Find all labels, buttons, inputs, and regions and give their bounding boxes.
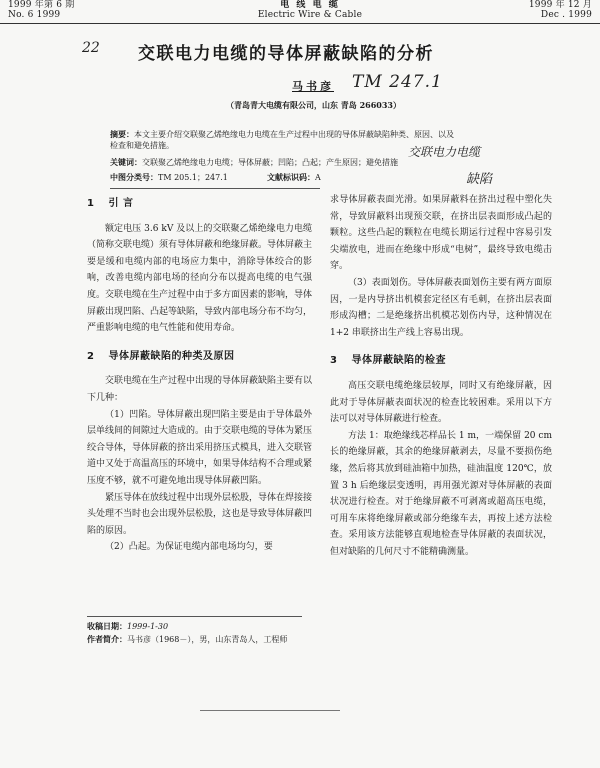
section-2-number: 2 — [87, 350, 95, 362]
margin-mark: 22 — [82, 40, 100, 56]
journal-name-cn: 电 线 电 缆 — [280, 0, 340, 10]
section-3-heading — [330, 353, 552, 370]
left-column — [87, 192, 312, 556]
author-name: 马书彦 — [292, 80, 334, 93]
author-bio: 作者简介：马书彦（1968－），男，山东青岛人，工程师 — [87, 634, 288, 644]
header-rule — [0, 23, 600, 24]
bottom-rule — [200, 710, 340, 711]
paragraph-scratch: （3）表面划伤。导体屏蔽表面划伤主要有两方面原因，一是内导挤出机模套定径区有毛刺，在挤出层表面形成沟槽；二是绝缘挤出机模芯划伤内导，这种情况在 1+2 串联挤出生产线上容易出现。 — [330, 277, 552, 338]
section-1-heading — [87, 196, 312, 213]
journal-issue-cn: 1999 年第 6 期 — [8, 0, 75, 10]
section-1-number: 1 — [87, 198, 95, 209]
keywords-text: 交联聚乙烯绝缘电力电缆；导体屏蔽；凹陷；凸起；产生原因；避免措施 — [142, 158, 398, 167]
header-center — [240, 0, 380, 20]
section-1-title: 引 言 — [108, 198, 134, 209]
abstract-rule — [110, 188, 320, 189]
journal-date-en: Dec . 1999 — [540, 10, 592, 20]
header-left — [8, 0, 128, 20]
handwritten-note-defect: 缺陷 — [466, 172, 493, 187]
handwritten-note-keyword: 交联电力电缆 — [408, 145, 481, 159]
footnote — [87, 620, 312, 646]
right-column — [330, 192, 552, 560]
classification — [110, 172, 430, 183]
affiliation: （青岛青大电缆有限公司，山东 青岛 266033） — [226, 100, 401, 110]
doc-code-label: 文献标识码： — [266, 172, 315, 182]
journal-date-cn: 1999 年 12 月 — [528, 0, 592, 10]
section-2-title: 导体屏蔽缺陷的种类及原因 — [108, 350, 235, 362]
header-right — [480, 0, 592, 20]
paragraph-dent: （1）凹陷。导体屏蔽出现凹陷主要是由于导体最外层单线间的间隙过大造成的。由于交联电缆的导体为紧压绞合导体，导体屏蔽的挤出采用挤压式模具，进入交联管道中又处于高温高压的环境中，如果导体结构不合理或紧压度不够，就不可避免地出现导体屏蔽凹陷。 — [87, 409, 313, 486]
footnote-rule — [87, 616, 302, 617]
keywords-label: 关键词： — [110, 157, 142, 167]
page-title: 交联电力电缆的导体屏蔽缺陷的分析 — [138, 44, 434, 64]
paragraph-inspection: 高压交联电缆绝缘层较厚，同时又有绝缘屏蔽，因此对于导体屏蔽表面状况的检查比较困难。采用以下方法可以对导体屏蔽进行检查。 — [330, 380, 552, 425]
keywords — [110, 157, 460, 168]
journal-name-en: Electric Wire & Cable — [257, 10, 363, 20]
abstract-text: 本文主要介绍交联聚乙烯绝缘电力电缆在生产过程中出现的导体屏蔽缺陷种类、原因、以及检查和避免措施。 — [110, 130, 454, 150]
class-number-value: TM 205.1；247.1 — [158, 173, 228, 182]
paragraph-defect-types: 交联电缆在生产过程中出现的导体屏蔽缺陷主要有以下几种： — [87, 376, 313, 403]
paragraph-loose-strand: 紧压导体在放线过程中出现外层松股，导体在焊接接头处理不当时也会出现外层松股，这也是导致导体屏蔽凹陷的原因。 — [87, 492, 313, 536]
class-number-label: 中图分类号： — [110, 172, 158, 182]
handwritten-classification: TM 247.1 — [352, 72, 443, 92]
section-3-title: 导体屏蔽缺陷的检查 — [351, 355, 446, 367]
section-2-heading — [87, 349, 312, 366]
abstract-label: 摘要： — [110, 129, 134, 139]
paragraph-method-1: 方法 1：取绝缘线芯样品长 1 m，一端保留 20 cm 长的绝缘屏蔽，其余的绝缘屏蔽剥去，尽量不要损伤绝缘，然后将其放到硅油箱中加热，硅油温度 120℃，放置 3 h 后绝缘层变透明，再用强光源对导体屏蔽的表面状况进行检查。对于绝缘屏蔽不可剥离或超高压电缆，可用车床将绝缘屏蔽或部分绝缘车去，再按上述方法检查。采用该方法能够直观地检查导体屏蔽的表面状况，但对缺陷的几何尺寸不能精确测量。 — [330, 430, 552, 557]
doc-code-value: A — [314, 173, 321, 182]
paragraph-protrusion-cont: 求导体屏蔽表面光滑。如果屏蔽料在挤出过程中塑化失常，导致屏蔽料出现预交联，在挤出层表面形成凸起的颗粒。这些凸起的颗粒在电缆长期运行过程中容易引发尖端放电，进而在绝缘中形成“电树”，最终导致电缆击穿。 — [330, 195, 552, 272]
section-3-number: 3 — [330, 355, 338, 367]
paragraph-protrusion-start: （2）凸起。为保证电缆内部电场均匀，要 — [105, 542, 273, 553]
journal-issue-en: No. 6 1999 — [8, 10, 61, 20]
received-date: 收稿日期：1999-1-30 — [87, 621, 169, 631]
paragraph-intro: 额定电压 3.6 kV 及以上的交联聚乙烯绝缘电力电缆（简称交联电缆）须有导体屏蔽和绝缘屏蔽。导体屏蔽主要是缓和电缆内部的电场应力集中，消除导体绞合的影响，改善电缆内部电场的径向分布以提高电缆的电气强度。交联电缆在生产过程中由于多方面因素的影响，导体屏蔽出现凹陷、凸起等缺陷，导致内部电场分布不均匀，严重影响电缆的电气性能和使用寿命。 — [87, 223, 313, 334]
